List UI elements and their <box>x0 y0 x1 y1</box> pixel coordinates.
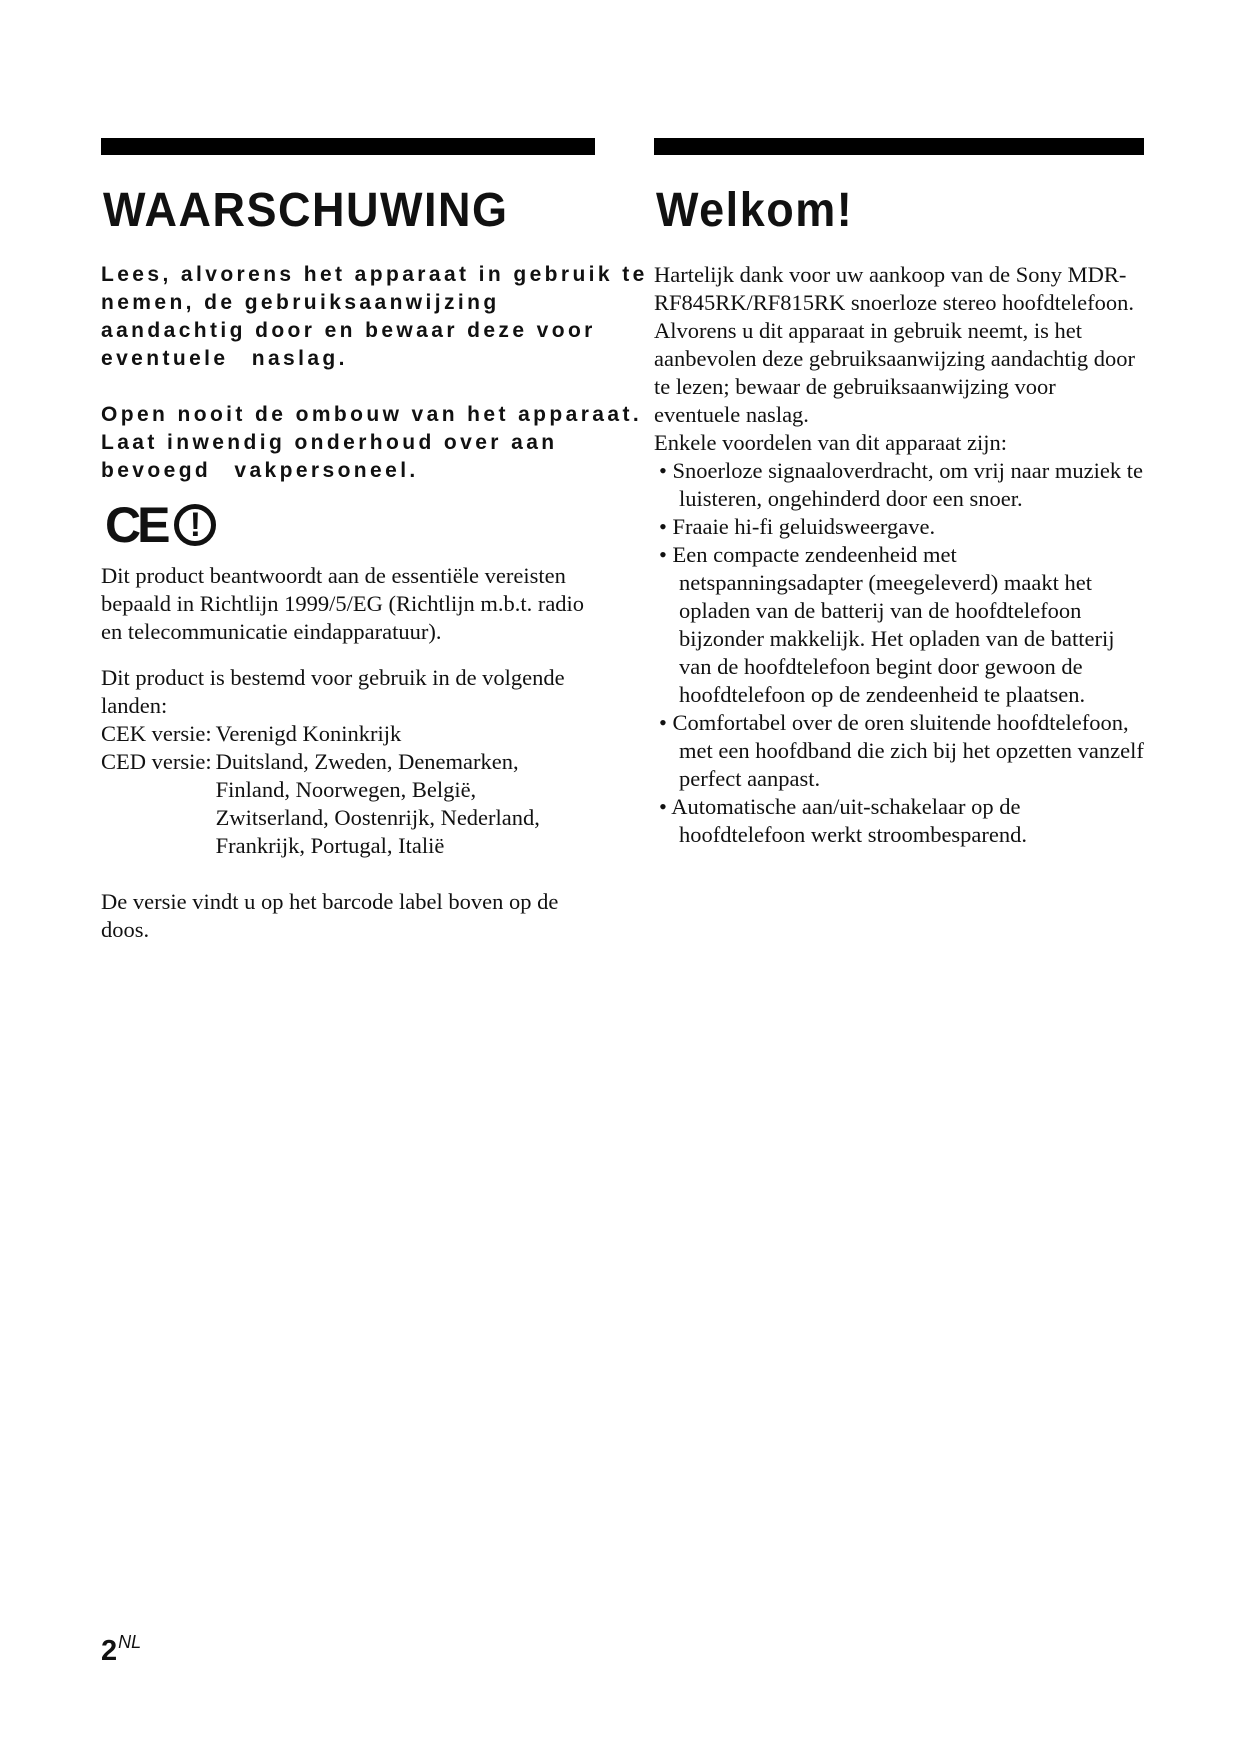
ced-version-row <box>101 748 595 860</box>
warning-line: eventuele naslag. <box>101 347 348 370</box>
warning-line: nemen, de gebruiksaanwijzing <box>101 291 500 314</box>
ce-logo: CE <box>105 497 167 553</box>
warning-line: Lees, alvorens het apparaat in gebruik te <box>101 263 648 286</box>
warning-line: aandachtig door en bewaar deze voor <box>101 319 596 342</box>
list-item: • Snoerloze signaaloverdracht, om vrij naar muziek te luisteren, ongehinderd door een snoer. <box>659 458 1143 511</box>
list-item: • Comfortabel over de oren sluitende hoofdtelefoon, met een hoofdband die zich bij het opzetten vanzelf perfect aanpast. <box>659 710 1144 791</box>
ced-value: Duitsland, Zweden, Denemarken, Finland, Noorwegen, België, Zwitserland, Oostenrijk, Nederland, Frankrijk, Portugal, Italië <box>215 749 540 858</box>
warning-line: Laat inwendig onderhoud over aan <box>101 431 558 454</box>
welcome-intro: Hartelijk dank voor uw aankoop van de Sony MDR-RF845RK/RF815RK snoerloze stereo hoofdtelefoon. Alvorens u dit apparaat in gebruik neemt, is het aanbevolen deze gebruiksaanwijzing aandachtig door te lezen; bewaar de gebruiksaanwijzing voor eventuele naslag. <box>654 262 1136 427</box>
section-rule <box>101 138 595 155</box>
intended-use-text: Dit product is bestemd voor gebruik in de volgende landen: <box>101 665 565 718</box>
benefits-list <box>654 457 1144 849</box>
list-item: • Een compacte zendeenheid met netspanningsadapter (meegeleverd) maakt het opladen van de batterij van de hoofdtelefoon bijzonder makkelijk. Het opladen van de batterij van de hoofdtelefoon begint door gewoon de hoofdtelefoon op de zendeenheid te plaatsen. <box>659 542 1115 707</box>
version-note: De versie vindt u op het barcode label boven op de doos. <box>101 889 559 942</box>
warning-do-not-open <box>101 401 643 485</box>
benefits-intro: Enkele voordelen van dit apparaat zijn: <box>654 430 1007 455</box>
alert-icon: ! <box>174 504 216 546</box>
language-code: NL <box>118 1632 142 1652</box>
conformity-text: Dit product beantwoordt aan de essentiële vereisten bepaald in Richtlijn 1999/5/EG (Richtlijn m.b.t. radio en telecommunicatie eindapparatuur). <box>101 563 585 644</box>
cek-value: Verenigd Koninkrijk <box>215 721 402 746</box>
warning-column <box>101 138 648 942</box>
welcome-body <box>654 261 1144 849</box>
cek-version-row <box>101 720 595 748</box>
page-number-value: 2 <box>101 1635 118 1667</box>
ce-alert-mark <box>105 497 216 553</box>
cek-label: CEK versie: <box>101 721 212 746</box>
section-rule <box>654 138 1144 155</box>
warning-heading: WAARSCHUWING <box>103 181 509 237</box>
ced-label: CED versie: <box>101 749 212 774</box>
warning-read-manual <box>101 261 648 373</box>
warning-line: Open nooit de ombouw van het apparaat. <box>101 403 643 426</box>
compliance-section <box>101 562 595 944</box>
list-item: • Automatische aan/uit-schakelaar op de hoofdtelefoon werkt stroombesparend. <box>659 794 1028 847</box>
page-number <box>101 1632 141 1668</box>
warning-line: bevoegd vakpersoneel. <box>101 459 419 482</box>
welcome-heading: Welkom! <box>656 181 854 237</box>
welcome-column <box>654 138 1144 849</box>
list-item: • Fraaie hi-fi geluidsweergave. <box>659 514 936 539</box>
